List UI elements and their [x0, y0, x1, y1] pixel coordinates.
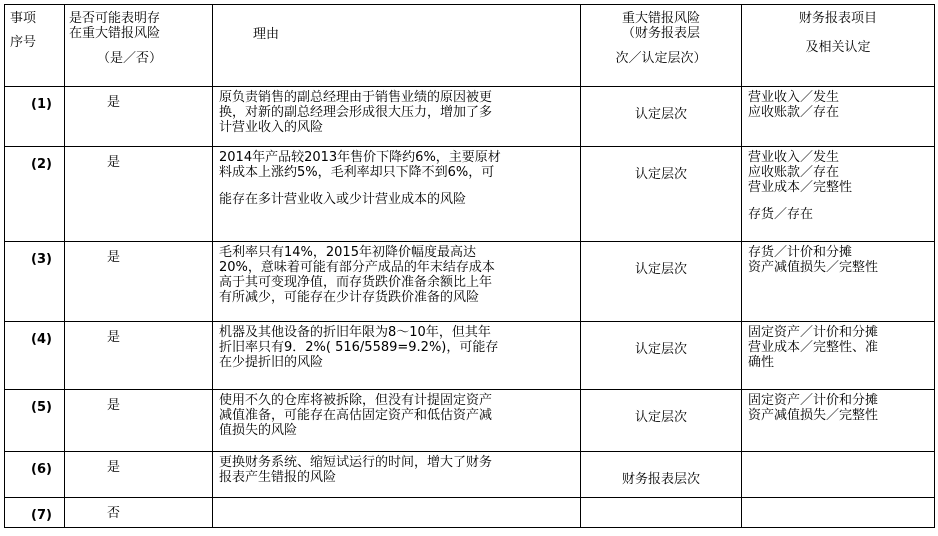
- statement-item-line: 确性: [748, 355, 775, 370]
- header-seq-line: 事项: [10, 11, 37, 26]
- risk-level-cell: [581, 390, 742, 452]
- header-item-line: 及相关认定: [805, 40, 871, 55]
- reason-line: 减值准备，可能存在高估固定资产和低估资产减: [219, 408, 493, 423]
- risk-level-value: 认定层次: [634, 107, 687, 122]
- reason-line: 高于其可变现净值，而存货跌价准备余额比上年: [219, 275, 493, 290]
- table-row: [5, 322, 935, 390]
- risk-level-cell: [581, 87, 742, 147]
- reason-line: 能存在多计营业收入或少计营业成本的风险: [219, 192, 467, 207]
- statement-item-line: [748, 195, 932, 207]
- possible-cell: [65, 242, 213, 322]
- header-item-line: 财务报表项目: [798, 11, 877, 26]
- row-number-text: (4): [31, 332, 52, 347]
- reason-line: 在少提折旧的风险: [219, 355, 324, 370]
- possible-cell: [65, 322, 213, 390]
- reason-line: 毛利率只有14%，2015年初降价幅度最高达: [219, 245, 476, 260]
- header-item: [742, 5, 935, 87]
- statement-item-cell: [742, 147, 935, 242]
- risk-level-cell: [581, 322, 742, 390]
- row-number-text: (2): [31, 157, 52, 172]
- statement-item-cell: [742, 390, 935, 452]
- risk-level-value: 认定层次: [634, 410, 687, 425]
- reason-line: 机器及其他设备的折旧年限为8～10年，但其年: [219, 325, 491, 340]
- row-number: [5, 498, 65, 528]
- risk-level-value: 认定层次: [634, 167, 687, 182]
- reason-line: 计营业收入的风险: [219, 120, 324, 135]
- row-number-text: (7): [31, 508, 52, 523]
- header-reason-label: 理由: [253, 27, 280, 42]
- reason-line: 更换财务系统、缩短试运行的时间，增大了财务: [219, 455, 493, 470]
- header-seq: [5, 5, 65, 87]
- reason-cell: [213, 87, 581, 147]
- reason-line: 换，对新的副总经理会形成很大压力，增加了多: [219, 105, 493, 120]
- table-row: [5, 452, 935, 498]
- possible-value: 是: [107, 398, 121, 413]
- statement-item-line: 营业成本／完整性、准: [748, 340, 879, 355]
- statement-item-line: 存货／计价和分摊: [748, 245, 853, 260]
- row-number: [5, 242, 65, 322]
- header-possible-line: 在重大错报风险: [69, 26, 161, 41]
- row-number: [5, 390, 65, 452]
- statement-item-cell: [742, 322, 935, 390]
- reason-cell: [213, 498, 581, 528]
- reason-line: 值损失的风险: [219, 423, 298, 438]
- row-number: [5, 452, 65, 498]
- statement-item-line: 资产减值损失／完整性: [748, 408, 879, 423]
- reason-line: 使用不久的仓库将被拆除，但没有计提固定资产: [219, 393, 493, 408]
- statement-item-line: 营业收入／发生: [748, 90, 840, 105]
- possible-value: 是: [107, 330, 121, 345]
- possible-value: 是: [107, 155, 121, 170]
- possible-cell: [65, 87, 213, 147]
- header-level: [581, 5, 742, 87]
- statement-item-cell: [742, 452, 935, 498]
- header-possible-line: （是／否）: [97, 51, 163, 66]
- reason-cell: [213, 390, 581, 452]
- statement-item-line: 应收账款／存在: [748, 105, 840, 120]
- table-row: [5, 147, 935, 242]
- table-row: [5, 242, 935, 322]
- statement-item-line: 固定资产／计价和分摊: [748, 325, 879, 340]
- statement-item-line: 资产减值损失／完整性: [748, 260, 879, 275]
- header-reason: [213, 5, 581, 87]
- table-row: [5, 498, 935, 528]
- risk-level-value: 认定层次: [634, 342, 687, 357]
- reason-cell: [213, 242, 581, 322]
- reason-line: 料成本上涨约5%，毛利率却只下降不到6%，可: [219, 165, 495, 180]
- statement-item-cell: [742, 87, 935, 147]
- possible-cell: [65, 452, 213, 498]
- reason-line: 折旧率只有9．2%( 516/5589=9.2%)，可能存: [219, 340, 499, 355]
- reason-cell: [213, 452, 581, 498]
- reason-line: 有所减少，可能存在少计存货跌价准备的风险: [219, 290, 480, 305]
- table-row: [5, 390, 935, 452]
- header-level-line: （财务报表层: [621, 26, 700, 41]
- possible-value: 是: [107, 250, 121, 265]
- reason-line: 20%，意味着可能有部分产成品的年末结存成本: [219, 260, 495, 275]
- risk-assessment-table: [4, 4, 935, 528]
- header-level-line: 重大错报风险: [621, 11, 700, 26]
- header-possible: [65, 5, 213, 87]
- possible-value: 是: [107, 460, 121, 475]
- row-number-text: (3): [31, 252, 52, 267]
- reason-line: 2014年产品较2013年售价下降约6%，主要原材: [219, 150, 501, 165]
- risk-level-value: 认定层次: [634, 262, 687, 277]
- reason-cell: [213, 147, 581, 242]
- risk-level-cell: [581, 452, 742, 498]
- risk-level-value: 财务报表层次: [621, 472, 700, 487]
- possible-cell: [65, 498, 213, 528]
- possible-value: 是: [107, 95, 121, 110]
- reason-cell: [213, 322, 581, 390]
- reason-line: 报表产生错报的风险: [219, 470, 337, 485]
- row-number: [5, 322, 65, 390]
- possible-cell: [65, 390, 213, 452]
- row-number: [5, 147, 65, 242]
- possible-value: 否: [107, 506, 121, 521]
- header-possible-line: 是否可能表明存: [69, 11, 161, 26]
- risk-level-cell: [581, 498, 742, 528]
- reason-line: [219, 180, 576, 192]
- statement-item-line: 固定资产／计价和分摊: [748, 393, 879, 408]
- statement-item-line: 应收账款／存在: [748, 165, 840, 180]
- reason-line: 原负责销售的副总经理由于销售业绩的原因被更: [219, 90, 493, 105]
- header-seq-line: 序号: [10, 35, 37, 50]
- risk-level-cell: [581, 242, 742, 322]
- statement-item-line: 营业收入／发生: [748, 150, 840, 165]
- statement-item-cell: [742, 498, 935, 528]
- risk-level-cell: [581, 147, 742, 242]
- statement-item-line: 营业成本／完整性: [748, 180, 853, 195]
- header-row: [5, 5, 935, 87]
- statement-item-line: 存货／存在: [748, 207, 814, 222]
- statement-item-cell: [742, 242, 935, 322]
- row-number-text: (6): [31, 462, 52, 477]
- table-row: [5, 87, 935, 147]
- header-level-line: 次／认定层次）: [615, 51, 707, 66]
- row-number-text: (5): [31, 400, 52, 415]
- possible-cell: [65, 147, 213, 242]
- row-number: [5, 87, 65, 147]
- row-number-text: (1): [31, 97, 52, 112]
